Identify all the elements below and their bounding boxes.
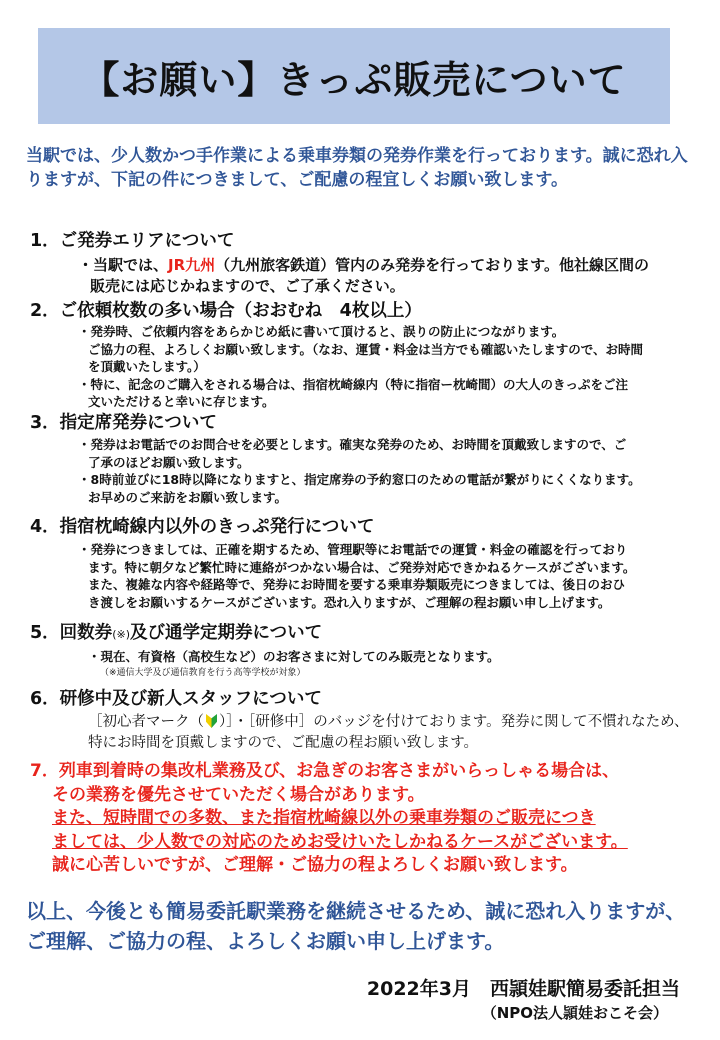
signature [367, 976, 680, 1024]
section-1-line-2: 販売には応じかねますので、ご了承ください。 [90, 277, 405, 295]
signature-organization: （NPO法人頴娃おこそ会） [481, 1004, 668, 1022]
section-7-line: 誠に心苦しいですが、ご理解・ご協力の程よろしくお願い致します。 [52, 855, 578, 875]
section-3-line: 了承のほどお願い致します。 [88, 454, 250, 470]
section-7-line: また、短時間での多数、また指宿枕崎線以外の乗車券類のご販売につき [52, 808, 596, 828]
section-2-line: ご協力の程、よろしくお願い致します。（なお、運賃・料金は当方でも確認いたしますので、お時間 [88, 341, 644, 357]
section-bulk-orders [26, 300, 716, 411]
section-6-text-b: ）］・［研修中］のバッジを付けております。発券に関して不慣れなため、 [219, 714, 689, 730]
section-6-line-1 [88, 712, 716, 733]
section-7-line: その業務を優先させていただく場合があります。 [52, 784, 425, 805]
section-priority-notice [26, 760, 706, 878]
section-5-title-b: 及び通学定期券について [130, 623, 323, 643]
closing-text: 以上、今後とも簡易委託駅業務を継続させるため、誠に恐れ入りますが、ご理解、ご協力の程、よろしくお願い申し上げます。 [26, 899, 686, 953]
section-2-line: ・発券時、ご依頼内容をあらかじめ紙に書いて頂けると、誤りの防止につながります。 [78, 324, 565, 339]
section-new-staff [26, 688, 716, 754]
section-6-text-a: ［初心者マーク（ [88, 714, 204, 730]
section-3-title: 3．指定席発券について [30, 413, 217, 433]
section-2-line: を頂戴いたします。） [88, 359, 206, 374]
section-6-line-2: 特にお時間を頂戴しますので、ご配慮の程お願い致します。 [88, 735, 479, 751]
section-1-text-a: ・当駅では、 [78, 256, 169, 274]
section-7-line: 7．列車到着時の集改札業務及び、お急ぎのお客さまがいらっしゃる場合は、 [30, 761, 620, 781]
section-1-title: 1．ご発券エリアについて [30, 231, 235, 251]
page-title: 【お願い】きっぷ販売について [81, 57, 627, 102]
section-6-title: 6．研修中及び新人スタッフについて [30, 689, 322, 709]
section-4-line: ます。特に朝夕など繁忙時に連絡がつかない場合は、ご発券対応できかねるケースがございます。 [88, 559, 636, 575]
intro-text: 当駅では、少人数かつ手作業による乗車券類の発券作業を行っております。誠に恐れ入りますが、下記の件につきまして、ご配慮の程宜しくお願い致します。 [26, 146, 688, 190]
title-banner [38, 28, 670, 124]
section-3-line: ・8時前並びに18時以降になりますと、指定席券の予約窓口のための電話が繋がりにくくなります。 [78, 472, 641, 487]
section-coupon-tickets [26, 622, 716, 680]
section-reserved-seats [26, 412, 716, 506]
section-5-title-a: 5．回数券 [30, 623, 113, 643]
section-2-title: 2．ご依頼枚数の多い場合（おおむね 4枚以上） [30, 301, 422, 321]
section-3-line: ・発券はお電話でのお問合せを必要とします。確実な発券のため、お時間を頂戴致しますので、ご [78, 437, 627, 452]
section-5-note: （※通信大学及び通信教育を行う高等学校が対象） [100, 667, 306, 678]
section-3-line: お早めのご来訪をお願い致します。 [88, 489, 288, 505]
section-2-line: ・特に、記念のご購入をされる場合は、指宿枕崎線内（特に指宿ー枕崎間）の大人のきっぷをご注 [78, 376, 629, 392]
section-1-text-b: （九州旅客鉄道）管内のみ発券を行っております。他社線区間の [215, 256, 649, 274]
section-4-line: また、複雑な内容や経路等で、発券にお時間を要する乗車券類販売につきましては、後日のおひ [88, 577, 626, 592]
section-5-title [30, 622, 716, 646]
section-ticket-area [26, 230, 716, 297]
beginner-mark-icon [206, 714, 217, 728]
section-4-title: 4．指宿枕崎線内以外のきっぷ発行について [30, 517, 375, 537]
section-4-line: ・発券につきましては、正確を期するため、管理駅等にお電話での運賃・料金の確認を行っており [78, 542, 628, 557]
section-2-line: 文いただけると幸いに存じます。 [88, 394, 275, 409]
section-5-line: ・現在、有資格（高校生など）のお客さまに対してのみ販売となります。 [88, 649, 500, 664]
section-4-line: き渡しをお願いするケースがございます。恐れ入りますが、ご理解の程お願い申し上げます。 [88, 594, 611, 610]
footnote-mark: (※) [112, 628, 130, 641]
signature-date-station: 2022年3月 西頴娃駅簡易委託担当 [366, 978, 680, 1000]
jr-kyushu-label: JR九州 [168, 256, 216, 274]
section-1-line-1 [78, 255, 716, 276]
section-other-lines [26, 516, 716, 611]
section-7-line: ましては、少人数での対応のためお受けいたしかねるケースがございます。 [52, 831, 628, 852]
